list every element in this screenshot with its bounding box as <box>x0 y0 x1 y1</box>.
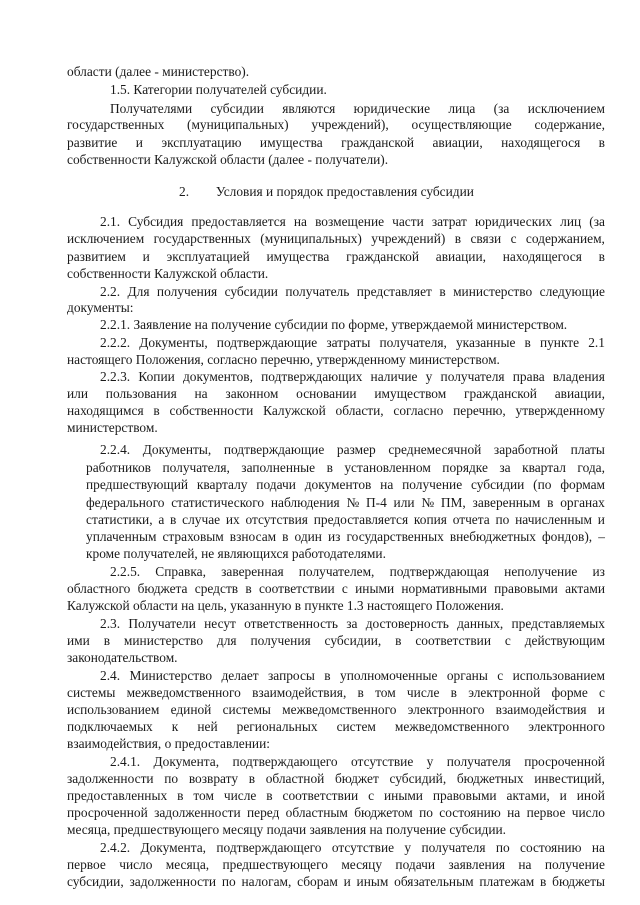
text-line: области (далее - министерство). <box>67 64 250 79</box>
text-line: кроме получателей, не являющихся работодателями. <box>86 546 386 561</box>
text-line: настоящего Положения, согласно перечню, утвержденному министерством. <box>67 352 500 367</box>
text-line: исключением государственных (муниципальных) учреждений) в связи с содержанием, <box>67 231 605 246</box>
text-line: 2.2.4. Документы, подтверждающие размер среднемесячной заработной платы <box>100 442 605 457</box>
text-line: Калужской области на цель, указанную в пункте 1.3 настоящего Положения. <box>67 598 504 613</box>
text-line: областного бюджета средств в соответствии с иными нормативными правовыми актами <box>67 581 605 596</box>
section-title-2: 2. Условия и порядок предоставления субсидии <box>179 184 474 199</box>
text-line: федерального статистического наблюдения № П-4 или № ПМ, заверенным в органах <box>86 495 605 510</box>
text-line: 2.2. Для получения субсидии получатель представляет в министерство следующие <box>100 284 605 299</box>
text-line: 2.2.2. Документы, подтверждающие затраты получателя, указанные в пункте 2.1 <box>100 335 605 350</box>
section-heading-1-5: 1.5. Категории получателей субсидии. <box>110 82 327 97</box>
text-line: 2.2.1. Заявление на получение субсидии по форме, утверждаемой министерством. <box>100 317 568 332</box>
text-line: 2.1. Субсидия предоставляется на возмещение части затрат юридических лиц (за <box>100 214 605 229</box>
text-line: субсидии, задолженности по налогам, сборам и иным обязательным платежам в бюджеты <box>67 874 605 889</box>
text-line: законодательством. <box>67 650 178 665</box>
text-line: работников получателя, заполненные в установленном порядке за квартал года, <box>86 460 605 475</box>
text-line: 2.4.1. Документа, подтверждающего отсутствие у получателя просроченной <box>110 754 605 769</box>
text-line: уплаченным страховым взносам в один из государственных внебюджетных фондов), – <box>86 529 605 544</box>
text-line: использованием единой системы межведомственного электронного взаимодействия и <box>67 702 605 717</box>
text-line: предшествующий кварталу подачи документов на получение субсидии (по формам <box>86 477 605 492</box>
text-line: 2.4.2. Документа, подтверждающего отсутствие у получателя по состоянию на <box>100 840 605 855</box>
text-line: документы: <box>67 300 134 315</box>
text-line: или пользования на законном основании имуществом гражданской авиации, <box>67 386 605 401</box>
text-line: 2.3. Получатели несут ответственность за достоверность данных, представляемых <box>100 616 605 631</box>
text-line: просроченной задолженности перед областным бюджетом по состоянию на первое число <box>67 805 605 820</box>
text-line: системы межведомственного взаимодействия, в том числе в электронной форме с <box>67 685 605 700</box>
text-line: 2.2.5. Справка, заверенная получателем, подтверждающая неполучение из <box>110 564 605 579</box>
text-line: месяца, предшествующего месяцу подачи заявления на получение субсидии. <box>67 822 507 837</box>
text-line: первое число месяца, предшествующего месяцу подачи заявления на получение <box>67 857 605 872</box>
text-line: ими в министерство для получения субсидии, в соответствии с действующим <box>67 633 605 648</box>
text-line: 2.4. Министерство делает запросы в уполномоченные органы с использованием <box>100 668 605 683</box>
text-line: взаимодействия, о предоставлении: <box>67 736 270 751</box>
text-line: предоставленных в том числе в соответствии с иными правовыми актами, и иной <box>67 788 605 803</box>
text-line: 2.2.3. Копии документов, подтверждающих наличие у получателя права владения <box>100 369 605 384</box>
text-line: статистики, а в случае их отсутствия предоставляется копия отчета по начисленным и <box>86 512 605 527</box>
text-line: Получателями субсидии являются юридические лица (за исключением <box>110 101 605 116</box>
text-line: подключаемых к ней региональных систем межведомственного электронного <box>67 719 605 734</box>
text-line: развитие и эксплуатацию имущества гражданской авиации, находящегося в <box>67 135 605 150</box>
text-line: развитием и эксплуатацией имущества гражданской авиации, находящегося в <box>67 249 605 264</box>
text-line: собственности Калужской области (далее - получатели). <box>67 152 389 167</box>
text-line: государственных (муниципальных) учреждений), осуществляющие содержание, <box>67 117 605 132</box>
text-line: находящимся в собственности Калужской области, согласно перечню, утвержденному <box>67 403 605 418</box>
text-line: министерством. <box>67 420 158 435</box>
text-line: собственности Калужской области. <box>67 266 269 281</box>
text-line: задолженности по возврату в областной бюджет субсидий, бюджетных инвестиций, <box>67 771 605 786</box>
